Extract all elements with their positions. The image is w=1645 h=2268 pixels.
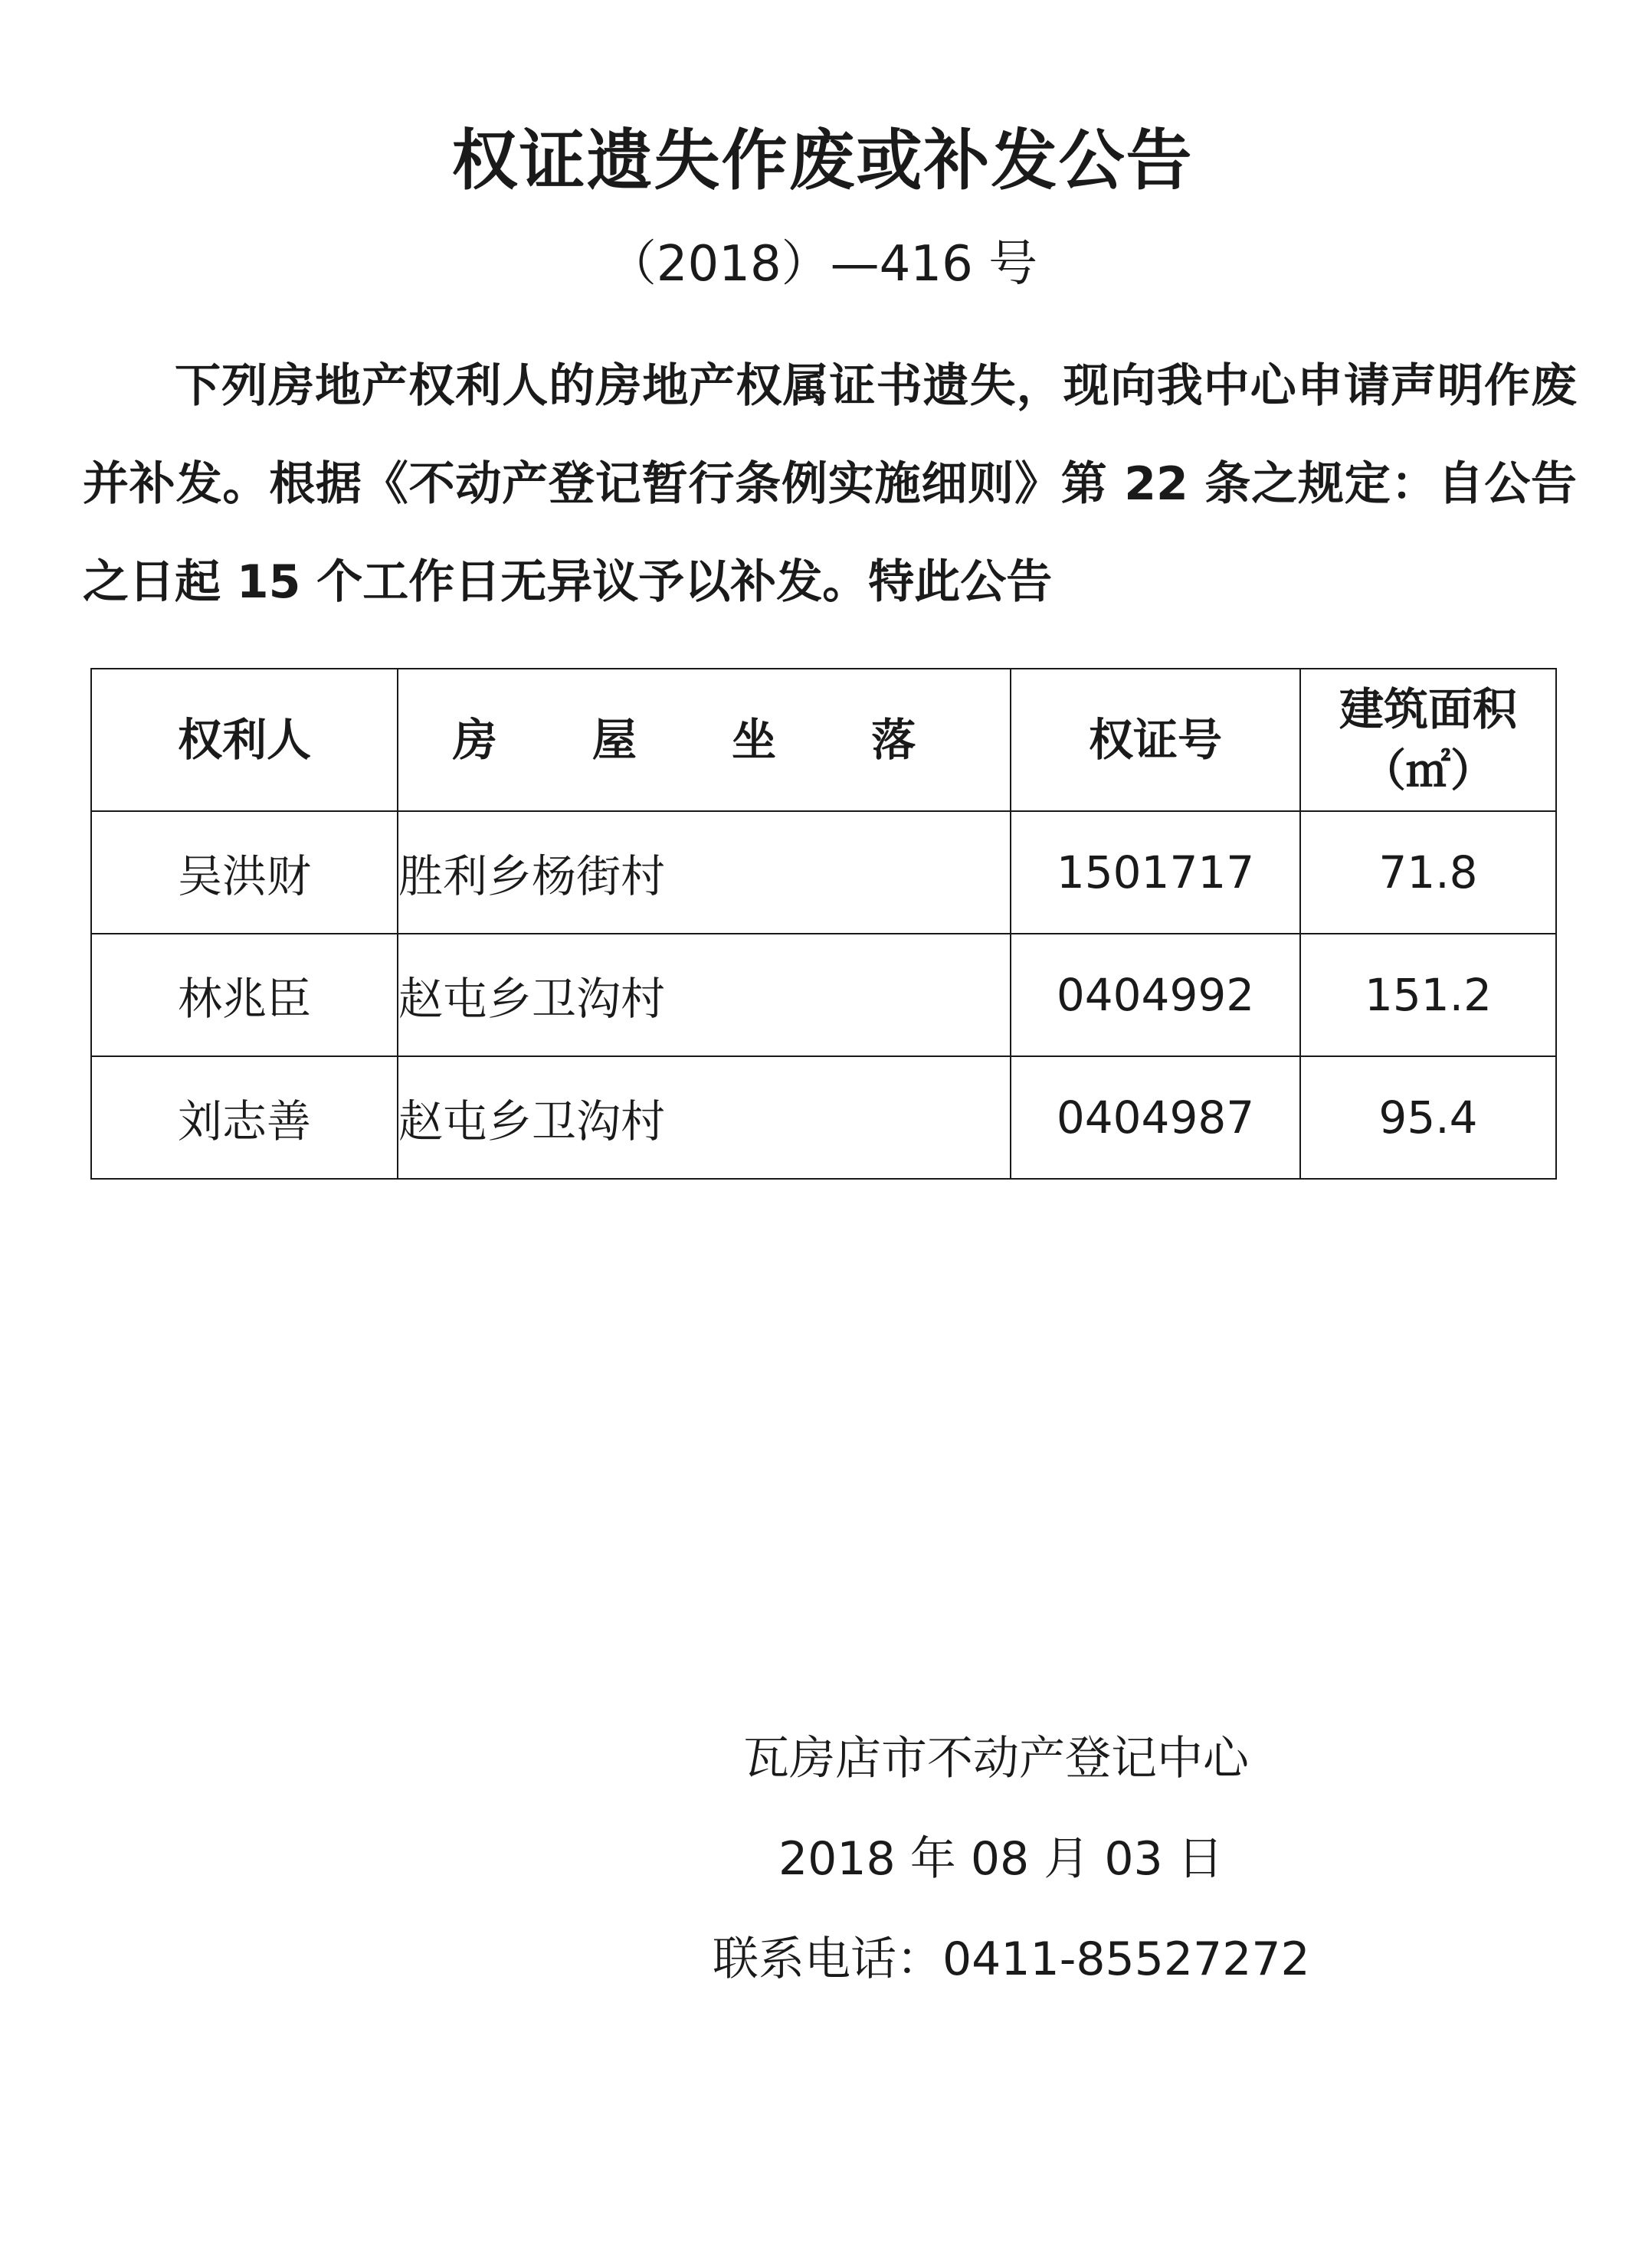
cell-owner: 刘志善 bbox=[91, 1056, 398, 1179]
header-area-line1: 建筑面积 bbox=[1339, 683, 1517, 735]
header-owner: 权利人 bbox=[91, 669, 398, 811]
issue-date: 2018 年 08 月 03 日 bbox=[778, 1832, 1224, 1886]
cell-cert-no: 0404992 bbox=[1011, 934, 1300, 1056]
header-location bbox=[398, 669, 1011, 811]
header-area-line2: （㎡） bbox=[1361, 745, 1495, 797]
header-area bbox=[1300, 669, 1556, 811]
table-row bbox=[91, 1056, 1556, 1179]
contact-phone: 联系电话：0411-85527272 bbox=[713, 1933, 1310, 1986]
cell-owner: 吴洪财 bbox=[91, 811, 398, 934]
cell-owner: 林兆臣 bbox=[91, 934, 398, 1056]
table-row bbox=[91, 934, 1556, 1056]
cell-area: 71.8 bbox=[1300, 811, 1556, 934]
header-cert-no: 权证号 bbox=[1011, 669, 1300, 811]
table-header-row bbox=[91, 669, 1556, 811]
cell-location: 赵屯乡卫沟村 bbox=[398, 934, 1011, 1056]
table-row bbox=[91, 811, 1556, 934]
notice-body: 下列房地产权利人的房地产权属证书遗失，现向我中心申请声明作废并补发。根据《不动产登记暂行条例实施细则》第 22 条之规定：自公告之日起 15 个工作日无异议予以补发。特此公告 bbox=[83, 359, 1577, 609]
cell-location: 赵屯乡卫沟村 bbox=[398, 1056, 1011, 1179]
cell-cert-no: 1501717 bbox=[1011, 811, 1300, 934]
header-location-label: 房 屋 坐 落 bbox=[452, 714, 956, 766]
notice-number: （2018）—416 号 bbox=[607, 236, 1038, 293]
cell-location: 胜利乡杨街村 bbox=[398, 811, 1011, 934]
notice-title: 权证遗失作废或补发公告 bbox=[451, 123, 1194, 199]
records-table bbox=[90, 668, 1557, 1180]
cell-area: 151.2 bbox=[1300, 934, 1556, 1056]
cell-area: 95.4 bbox=[1300, 1056, 1556, 1179]
issuer-name: 瓦房店市不动产登记中心 bbox=[743, 1732, 1249, 1785]
cell-cert-no: 0404987 bbox=[1011, 1056, 1300, 1179]
